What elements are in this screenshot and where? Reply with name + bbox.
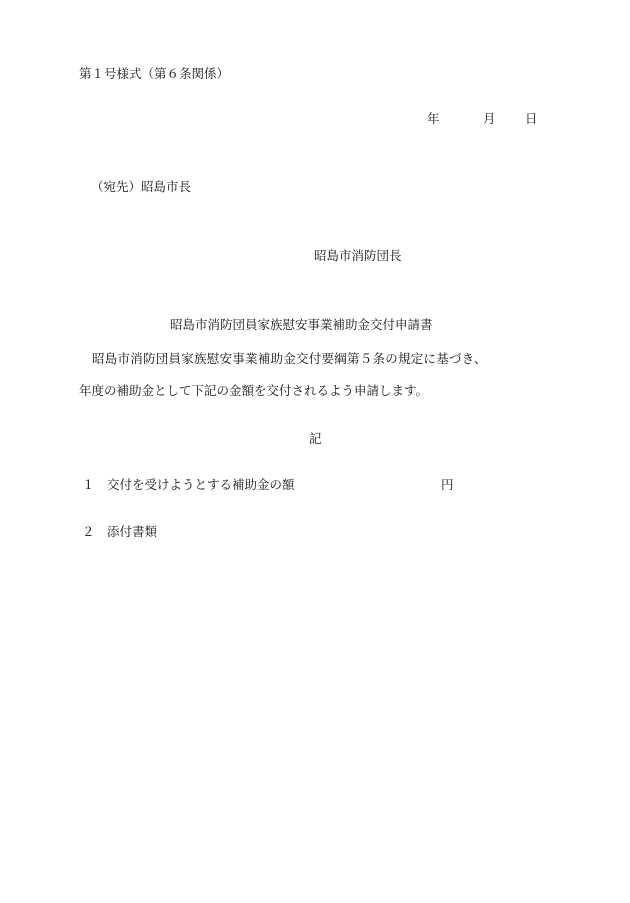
item-1-number: １ [82, 477, 95, 492]
item-1-label: 交付を受けようとする補助金の額 [107, 477, 295, 492]
addressee: （宛先）昭島市長 [91, 179, 192, 194]
ki-heading: 記 [309, 431, 322, 446]
date-month-label: 月 [483, 111, 496, 126]
document-title: 昭島市消防団員家族慰安事業補助金交付申請書 [170, 317, 433, 332]
item-2-label: 添付書類 [107, 524, 158, 539]
item-1-unit: 円 [441, 477, 454, 492]
form-number: 第１号様式（第６条関係） [79, 66, 230, 81]
body-text-line-2: 年度の補助金として下記の金額を交付されるよう申請します。 [79, 383, 429, 398]
sender: 昭島市消防団長 [314, 248, 402, 263]
date-day-label: 日 [525, 111, 538, 126]
date-year-label: 年 [427, 111, 440, 126]
item-2-number: ２ [82, 524, 95, 539]
body-text-line-1: 昭島市消防団員家族慰安事業補助金交付要綱第５条の規定に基づき、 [92, 351, 487, 366]
